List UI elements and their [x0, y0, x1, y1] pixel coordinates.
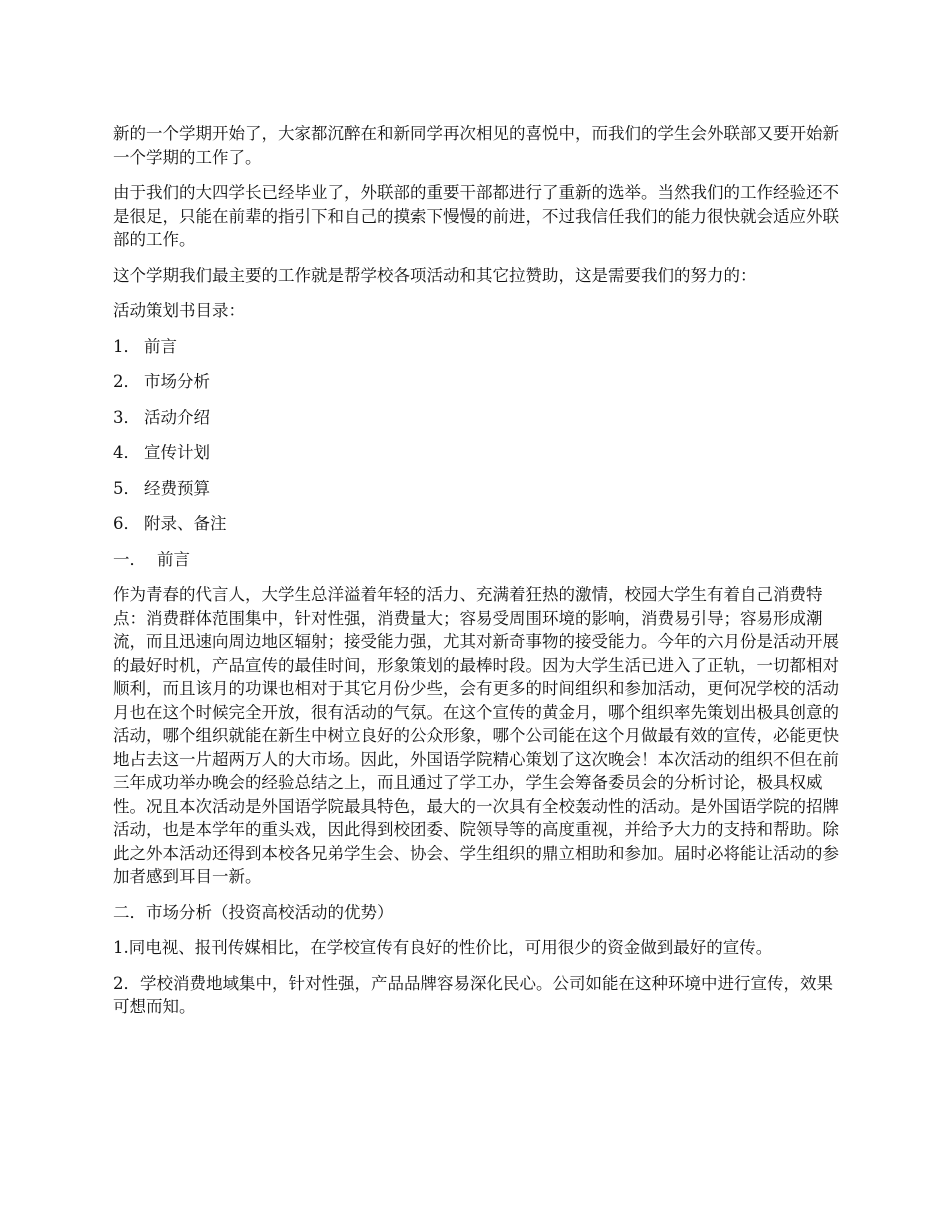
intro-paragraph: 由于我们的大四学长已经毕业了，外联部的重要干部都进行了重新的选举。当然我们的工作经验还不是很足，只能在前辈的指引下和自己的摸索下慢慢的前进，不过我信任我们的能力很快就会适应外联部的工作。 [113, 183, 839, 249]
toc-item-number: 3． [113, 407, 140, 427]
toc-item [113, 512, 843, 536]
toc-item-label: 宣传计划 [144, 443, 210, 462]
market-point: 2．学校消费地域集中，针对性强，产品品牌容易深化民心。公司如能在这种环境中进行宣传，效果可想而知。 [113, 973, 833, 1016]
intro-paragraph: 这个学期我们最主要的工作就是帮学校各项活动和其它拉赞助，这是需要我们的努力的： [113, 265, 757, 285]
toc-item [113, 406, 843, 430]
toc-item [113, 477, 843, 501]
toc-item-label: 前言 [144, 336, 177, 356]
toc-item-number: 6． [113, 514, 140, 533]
toc-item-number: 5． [113, 478, 140, 498]
section-title: 前言 [157, 549, 190, 569]
toc-item-label: 市场分析 [144, 372, 210, 391]
section-number: 一． [113, 549, 146, 569]
toc-heading: 活动策划书目录： [113, 301, 245, 320]
document-body [113, 122, 843, 1031]
toc-item-number: 2． [113, 372, 140, 391]
toc-item-label: 活动介绍 [144, 407, 210, 427]
intro-paragraph: 新的一个学期开始了，大家都沉醉在和新同学再次相见的喜悦中，而我们的学生会外联部又要开始新一个学期的工作了。 [113, 124, 839, 167]
market-point: 1.同电视、报刊传媒相比，在学校宣传有良好的性价比，可用很少的资金做到最好的宣传。 [113, 938, 773, 957]
toc-item-number: 4． [113, 443, 140, 462]
toc-item-label: 附录、备注 [144, 514, 227, 533]
section-heading-market-analysis: 二．市场分析（投资高校活动的优势） [113, 902, 394, 922]
preface-body: 作为青春的代言人，大学生总洋溢着年轻的活力、充满着狂热的激情，校园大学生有着自己消费特点：消费群体范围集中，针对性强，消费量大；容易受周围环境的影响，消费易引导；容易形成潮流，而且迅速向周边地区辐射；接受能力强，尤其对新奇事物的接受能力。今年的六月份是活动开展的最好时机，产品宣传的最佳时间，形象策划的最棒时段。因为大学生活已进入了正轨，一切都相对顺利，而且该月的功课也相对于其它月份少些，会有更多的时间组织和参加活动，更何况学校的活动月也在这个时候完全开放，很有活动的气氛。在这个宣传的黄金月，哪个组织率先策划出极具创意的活动，哪个组织就能在新生中树立良好的公众形象，哪个公司能在这个月做最有效的宣传，必能更快地占去这一片超两万人的大市场。因此，外国语学院精心策划了这次晚会！本次活动的组织不但在前三年成功举办晚会的经验总结之上，而且通过了学工办，学生会筹备委员会的分析讨论，极具权威性。况且本次活动是外国语学院最具特色，最大的一次具有全校轰动性的活动。是外国语学院的招牌活动，也是本学年的重头戏，因此得到校团委、院领导等的高度重视，并给予大力的支持和帮助。除此之外本活动还得到本校各兄弟学生会、协会、学生组织的鼎立相助和参加。届时必将能让活动的参加者感到耳目一新。 [113, 585, 839, 886]
toc-item-label: 经费预算 [144, 478, 210, 498]
toc-item [113, 441, 843, 465]
toc-item-number: 1． [113, 336, 140, 356]
toc-item [113, 335, 843, 359]
section-heading-preface [113, 548, 843, 572]
toc-item [113, 370, 843, 394]
